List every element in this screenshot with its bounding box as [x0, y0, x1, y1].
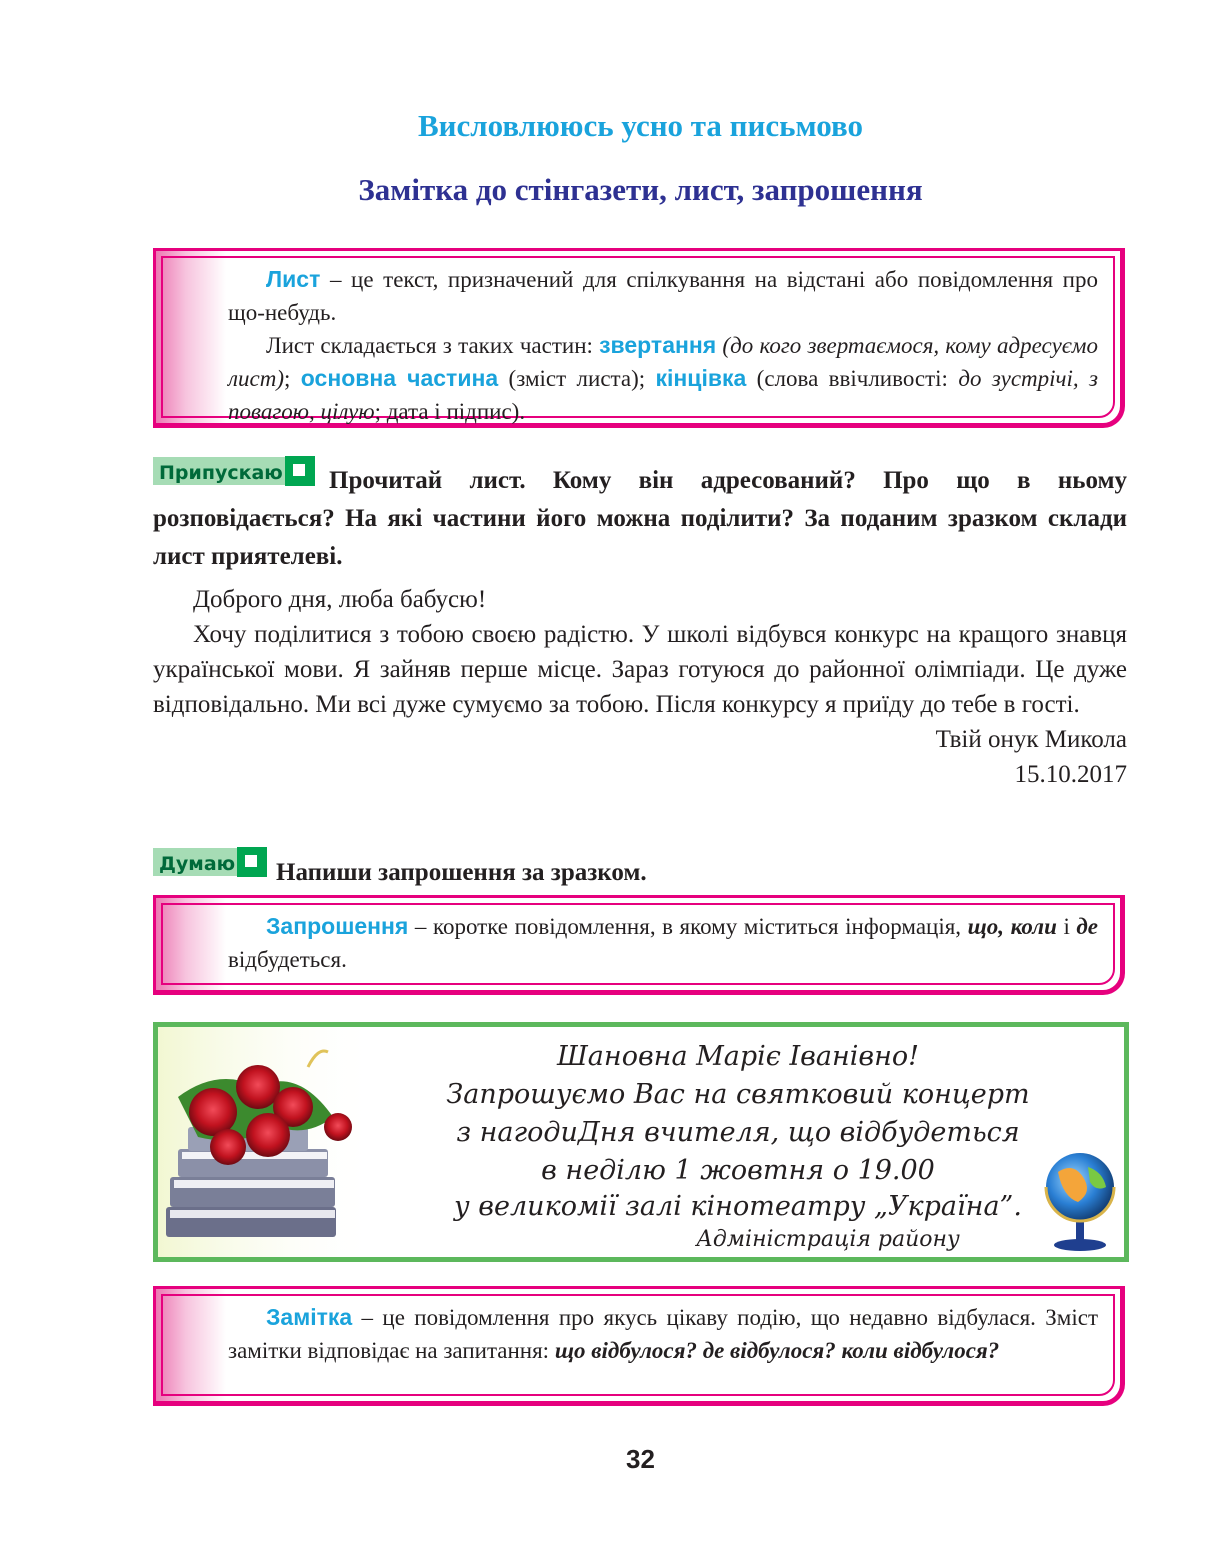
invitation-card: [153, 1022, 1129, 1262]
section-title: Висловлююсь усно та письмово: [417, 108, 864, 143]
letter-definition-text: Лист – це текст, призначений для спілкування на відстані або повідомлення про що-небудь. Лист складається з таких частин: звертання (до кого звертаємося, кому адресуємо лист); основна частина (зміст листа); кінцівка (слова ввічливості: до зустрічі, з повагою, цілую; дата і підпис).: [228, 266, 1099, 424]
page-number: 32: [626, 1444, 655, 1474]
invitation-definition-box: [153, 895, 1125, 995]
checkbox-square-icon: [237, 847, 267, 877]
letter-signature: Твій онук Микола: [935, 726, 1127, 753]
term-address: звертання: [599, 332, 717, 358]
invitation-line-4: в неділю 1 жовтня о 19.00: [541, 1155, 935, 1186]
term-letter: Лист: [266, 266, 321, 292]
invitation-line-2: Запрошуємо Вас на святковий концерт: [446, 1079, 1030, 1110]
letter-definition-box: [153, 248, 1125, 428]
invitation-greeting: Шановна Маріє Іванівно!: [557, 1041, 919, 1072]
task-label-think: Думаю: [153, 848, 241, 876]
task1-text: Прочитай лист. Кому він адресований? Про що в ньому розповідається? На які частини його можна поділити? За поданим зразком склади лист приятелеві.: [153, 467, 1127, 570]
invitation-line-3: з нагодиДня вчителя, що відбудеться: [456, 1117, 1020, 1148]
note-definition-text: Замітка – це повідомлення про якусь цікаву подію, що недавно відбулася. Зміст замітки відповідає на запитання: що відбулося? де відбулося? коли відбулося?: [228, 1304, 1098, 1363]
letter-body: [153, 582, 1127, 792]
letter-greeting: Доброго дня, люба бабусю!: [193, 586, 487, 613]
task2-text: Напиши запрошення за зразком.: [276, 859, 647, 886]
term-note: Замітка: [266, 1304, 353, 1330]
note-definition-box: [153, 1286, 1125, 1406]
letter-text: Хочу поділитися з тобою своєю радістю. У школі відбувся конкурс на кращого знавця української мови. Я зайняв перше місце. Зараз готуюся до районної олімпіади. Це дуже відповідально. Ми всі дуже сумуємо за тобою. Після конкурсу я приїду до тебе в гості.: [153, 621, 1127, 718]
term-main-part: основна частина: [300, 365, 499, 391]
invitation-signature: Адміністрація району: [696, 1227, 960, 1252]
task-label-suppose: Припускаю: [153, 457, 289, 485]
invitation-definition-text: Запрошення – коротке повідомлення, в якому міститься інформація, що, коли і де відбудеться.: [228, 913, 1098, 972]
invitation-line-5: у великомії залі кінотеатру „Україна”.: [454, 1191, 1022, 1222]
topic-title: Замітка до стінгазети, лист, запрошення: [358, 172, 923, 207]
term-invitation: Запрошення: [266, 913, 409, 939]
letter-date: 15.10.2017: [1014, 761, 1127, 788]
term-ending: кінцівка: [655, 365, 747, 391]
